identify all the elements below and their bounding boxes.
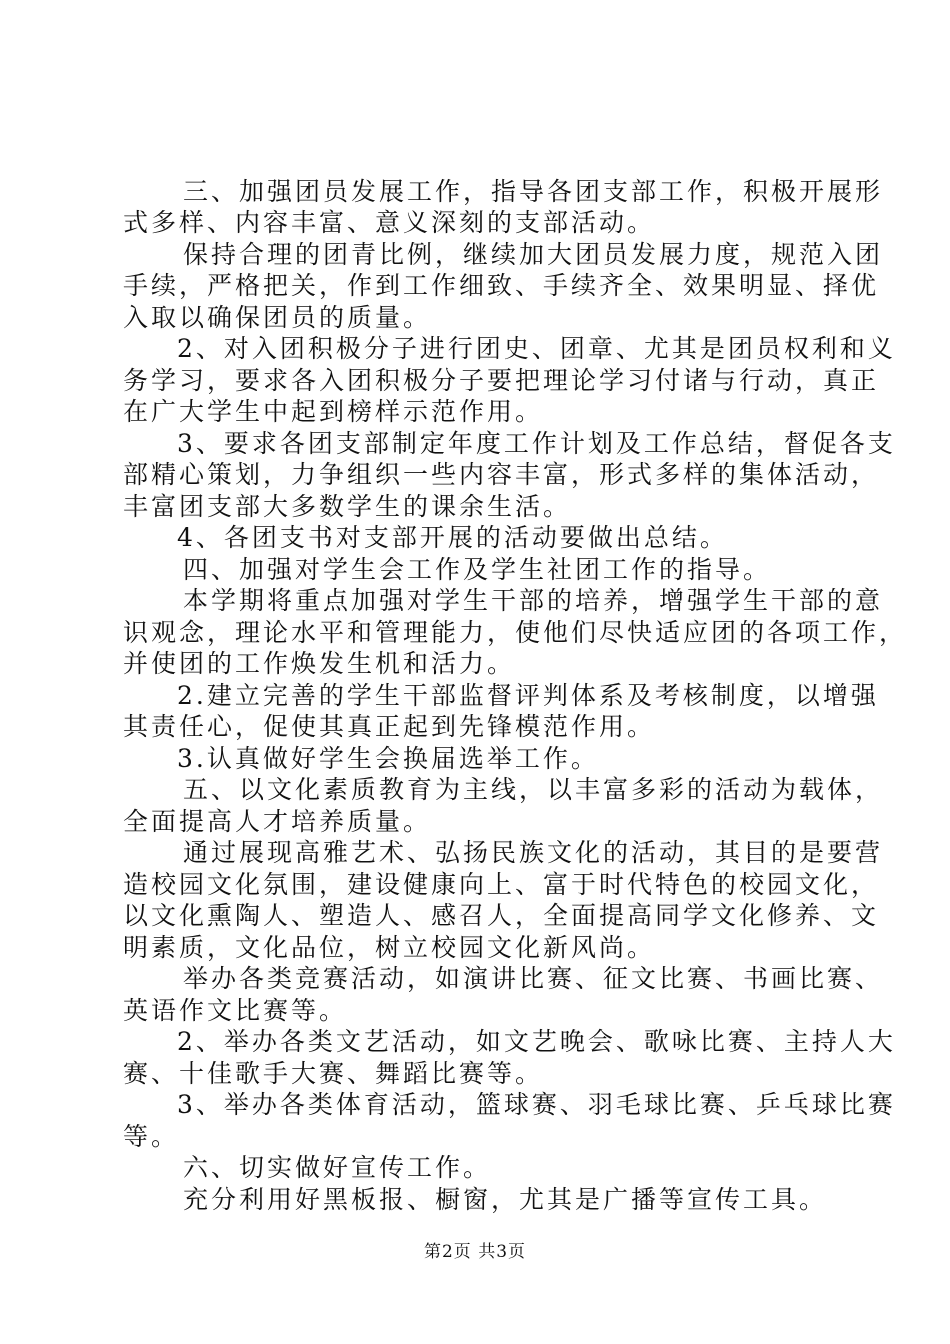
- text-line: 2、对入团积极分子进行团史、团章、尤其是团员权利和义: [177, 334, 896, 363]
- text-line: 手续，严格把关，作到工作细致、手续齐全、效果明显、择优: [123, 271, 880, 300]
- text-line: 通过展现高雅艺术、弘扬民族文化的活动，其目的是要营: [183, 838, 884, 867]
- text-line: 等。: [123, 1122, 180, 1151]
- text-line: 在广大学生中起到榜样示范作用。: [123, 397, 544, 426]
- text-line: 赛、十佳歌手大赛、舞蹈比赛等。: [123, 1059, 544, 1088]
- text-line: 以文化熏陶人、塑造人、感召人，全面提高同学文化修养、文: [123, 901, 880, 930]
- text-line: 3、举办各类体育活动，篮球赛、羽毛球比赛、乒乓球比赛: [177, 1090, 896, 1119]
- text-line: 造校园文化氛围，建设健康向上、富于时代特色的校园文化，: [123, 870, 880, 899]
- text-line: 务学习，要求各入团积极分子要把理论学习付诸与行动，真正: [123, 366, 880, 395]
- text-line: 明素质，文化品位，树立校园文化新风尚。: [123, 933, 656, 962]
- text-line: 2.建立完善的学生干部监督评判体系及考核制度，以增强: [177, 681, 879, 710]
- text-line: 式多样、内容丰富、意义深刻的支部活动。: [123, 208, 656, 237]
- text-line: 充分利用好黑板报、橱窗，尤其是广播等宣传工具。: [183, 1185, 828, 1214]
- text-line: 保持合理的团青比例，继续加大团员发展力度，规范入团: [183, 240, 884, 269]
- text-line: 入取以确保团员的质量。: [123, 303, 432, 332]
- text-line: 全面提高人才培养质量。: [123, 807, 432, 836]
- text-line: 本学期将重点加强对学生干部的培养，增强学生干部的意: [183, 586, 884, 615]
- page-number-footer: 第2页 共3页: [423, 1242, 527, 1262]
- text-line: 部精心策划，力争组织一些内容丰富，形式多样的集体活动，: [123, 460, 880, 489]
- text-line: 举办各类竞赛活动，如演讲比赛、征文比赛、书画比赛、: [183, 964, 884, 993]
- text-line: 并使团的工作焕发生机和活力。: [123, 649, 516, 678]
- text-line: 其责任心，促使其真正起到先锋模范作用。: [123, 712, 656, 741]
- text-line: 丰富团支部大多数学生的课余生活。: [123, 492, 572, 521]
- text-line: 3、要求各团支部制定年度工作计划及工作总结，督促各支: [177, 429, 896, 458]
- text-line: 4、各团支书对支部开展的活动要做出总结。: [177, 523, 728, 552]
- text-line: 英语作文比赛等。: [123, 996, 348, 1025]
- text-line: 五、以文化素质教育为主线，以丰富多彩的活动为载体，: [183, 775, 884, 804]
- text-line: 识观念，理论水平和管理能力，使他们尽快适应团的各项工作，: [123, 618, 908, 647]
- text-line: 六、切实做好宣传工作。: [183, 1153, 492, 1182]
- text-line: 2、举办各类文艺活动，如文艺晚会、歌咏比赛、主持人大: [177, 1027, 896, 1056]
- text-line: 三、加强团员发展工作，指导各团支部工作，积极开展形: [183, 177, 884, 206]
- text-line: 四、加强对学生会工作及学生社团工作的指导。: [183, 555, 772, 584]
- text-line: 3.认真做好学生会换届选举工作。: [177, 744, 599, 773]
